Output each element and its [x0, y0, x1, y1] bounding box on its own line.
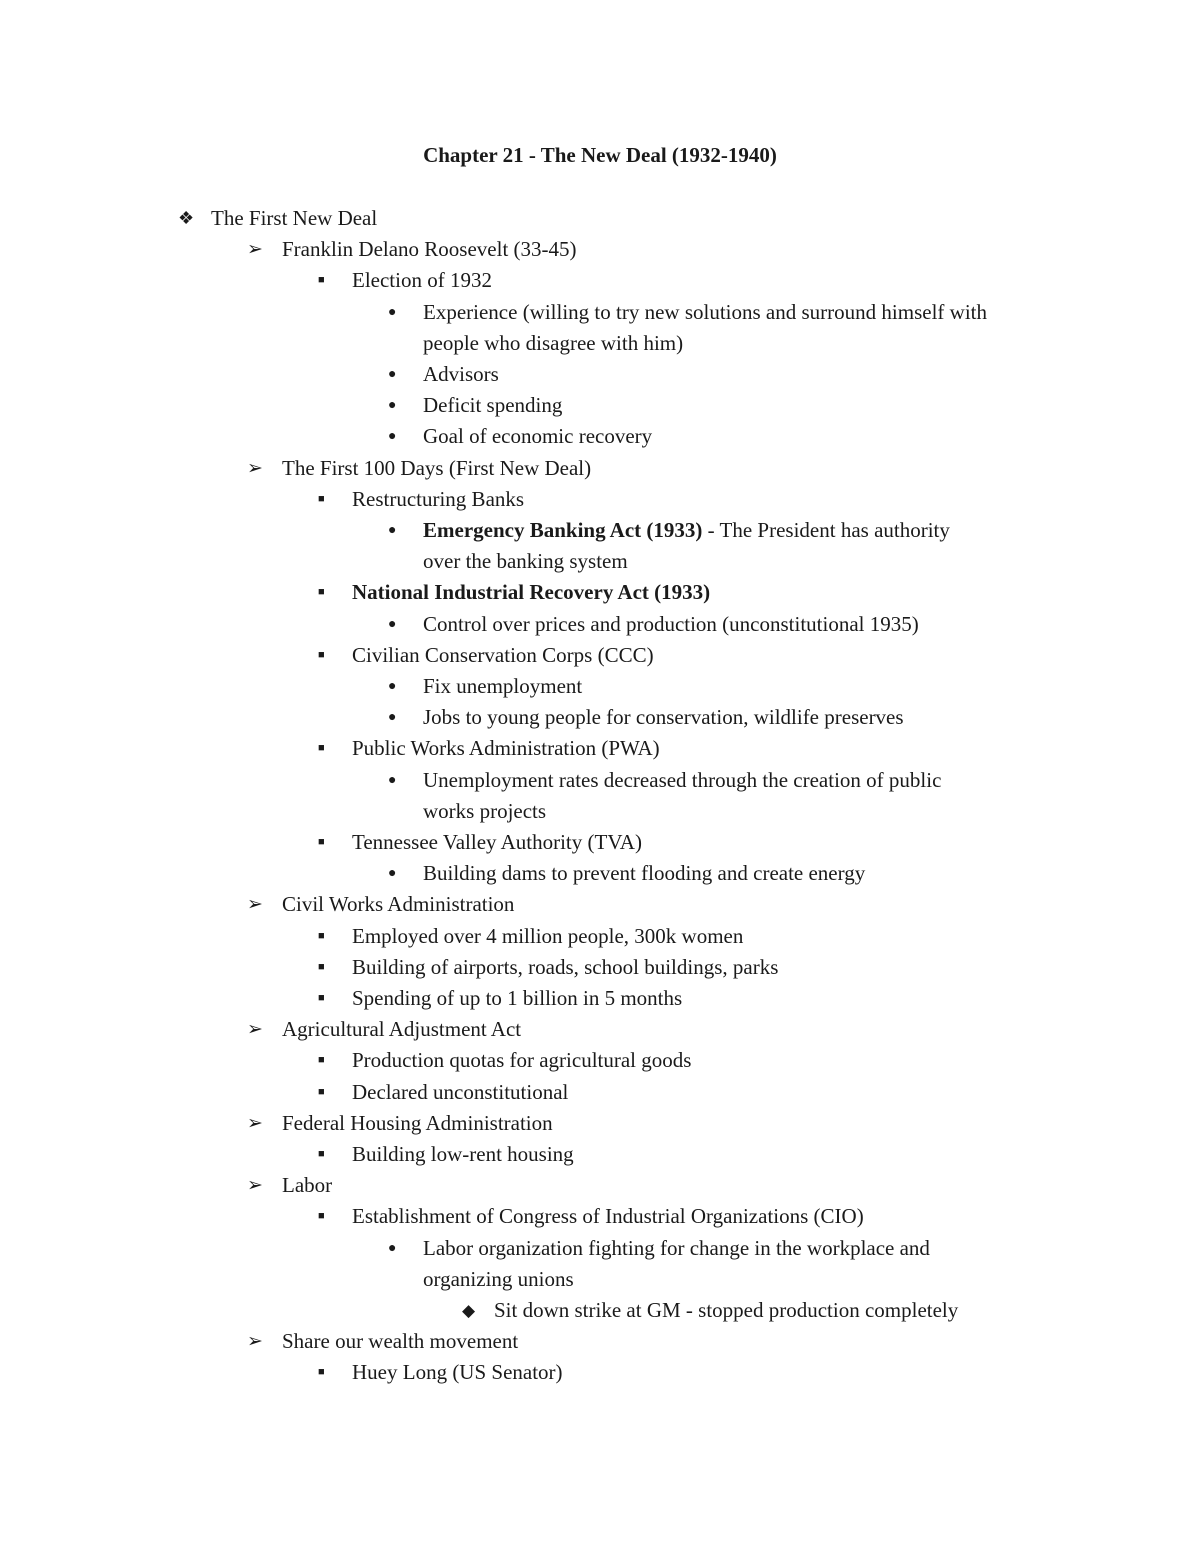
outline-text: Federal Housing Administration: [282, 1110, 553, 1135]
outline-item-level-4: [423, 546, 628, 577]
bullet-icon: ❖: [178, 208, 195, 228]
outline-item-level-3: [352, 640, 654, 671]
outline-item-level-3: [352, 733, 660, 764]
outline-text: Tennessee Valley Authority (TVA): [352, 830, 642, 854]
bullet-icon: ●: [388, 304, 397, 320]
outline-text: - The President has authority: [702, 518, 950, 542]
outline-text: The First 100 Days (First New Deal): [282, 455, 592, 480]
outline-item-level-1: [211, 203, 377, 234]
outline-item-level-4: [423, 297, 987, 328]
bullet-icon: ●: [388, 679, 397, 694]
outline-text: Building dams to prevent flooding and create energy: [423, 861, 866, 886]
page-title: Chapter 21 - The New Deal (1932-1940): [423, 143, 777, 167]
outline-text: Share our wealth movement: [282, 1329, 519, 1354]
outline-item-level-5: [494, 1295, 958, 1326]
outline-item-level-3: [352, 577, 710, 608]
bullet-icon: ●: [388, 523, 397, 538]
outline-item-level-3: [352, 983, 682, 1014]
outline-text: Civilian Conservation Corps (CCC): [352, 642, 654, 667]
outline-item-level-3: [352, 1045, 691, 1076]
outline-text: Building low-rent housing: [352, 1142, 574, 1166]
outline-item-level-4: [423, 609, 919, 640]
outline-text: Goal of economic recovery: [423, 424, 653, 449]
outline-text: Franklin Delano Roosevelt (33-45): [282, 237, 577, 262]
bullet-icon: ■: [318, 274, 325, 287]
outline-item-level-2: [282, 1108, 553, 1139]
outline-item-level-3: [352, 921, 743, 952]
outline-text: Building of airports, roads, school buildings, parks: [352, 954, 779, 979]
bullet-icon: ●: [388, 616, 397, 632]
bold-term: Emergency Banking Act (1933): [423, 518, 703, 542]
outline-text: Production quotas for agricultural goods: [352, 1048, 692, 1073]
bullet-icon: ■: [318, 1054, 325, 1067]
bullet-icon: ■: [318, 960, 325, 973]
outline-text: Control over prices and production (unconstitutional 1935): [423, 611, 919, 636]
outline-item-level-4: [423, 390, 562, 421]
bullet-icon: ➢: [247, 894, 263, 916]
outline-text: Sit down strike at GM - stopped production completely: [494, 1298, 959, 1322]
outline-item-level-3: [352, 1077, 568, 1108]
outline-item-level-4: [423, 328, 683, 359]
outline-item-level-3: [352, 827, 642, 858]
outline-text: works projects: [423, 798, 547, 823]
bullet-icon: ■: [318, 742, 325, 755]
bullet-icon: ◆: [462, 1301, 476, 1320]
outline-text: Election of 1932: [352, 268, 492, 293]
outline-text: Deficit spending: [423, 393, 563, 418]
outline-text: Restructuring Banks: [352, 486, 525, 511]
outline-text: Huey Long (US Senator): [352, 1360, 563, 1385]
outline-text: Fix unemployment: [423, 674, 583, 698]
bullet-icon: ■: [318, 929, 325, 942]
bullet-icon: ➢: [247, 457, 263, 479]
outline-item-level-4: [423, 359, 499, 390]
outline-text: Experience (willing to try new solutions and surround himself with: [423, 299, 987, 324]
bullet-icon: ●: [388, 367, 397, 382]
outline-text: Advisors: [423, 362, 499, 386]
outline-text: Declared unconstitutional: [352, 1079, 569, 1104]
outline-text: Labor: [282, 1173, 333, 1198]
bullet-icon: ■: [318, 586, 325, 599]
outline-item-level-2: [282, 1170, 332, 1201]
outline-text: Jobs to young people for conservation, wildlife preserves: [423, 705, 904, 730]
bullet-icon: ●: [388, 866, 397, 882]
outline-text: people who disagree with him): [423, 330, 684, 355]
outline-item-level-4: [423, 702, 904, 733]
outline-item-level-2: [282, 234, 577, 265]
bullet-icon: ■: [318, 1085, 325, 1098]
outline-text: Agricultural Adjustment Act: [282, 1017, 522, 1042]
outline-item-level-3: [352, 1139, 574, 1170]
bullet-icon: ■: [318, 648, 325, 661]
outline-item-level-4: [423, 858, 865, 889]
outline-item-level-4: [423, 421, 652, 452]
bullet-icon: ➢: [247, 1331, 263, 1353]
bullet-icon: ■: [318, 1210, 325, 1223]
outline-item-level-2: [282, 1326, 518, 1357]
outline-item-level-3: [352, 1201, 864, 1232]
outline-item-level-4: [423, 1233, 930, 1264]
outline-item-level-2: [282, 453, 591, 484]
bold-term: National Industrial Recovery Act (1933): [352, 580, 711, 605]
bullet-icon: ➢: [247, 1112, 263, 1134]
outline-item-level-4: [423, 1264, 574, 1295]
bullet-icon: ■: [318, 1366, 325, 1379]
bullet-icon: ●: [388, 1240, 397, 1256]
bullet-icon: ●: [388, 772, 397, 788]
bullet-icon: ➢: [247, 1175, 263, 1197]
bullet-icon: ■: [318, 1148, 325, 1160]
outline-text: Public Works Administration (PWA): [352, 736, 660, 761]
outline-item-level-2: [282, 1014, 521, 1045]
outline-text: The First New Deal: [211, 206, 378, 230]
outline-item-level-3: [352, 1357, 563, 1388]
outline-item-level-4: [423, 765, 941, 796]
outline-text: Spending of up to 1 billion in 5 months: [352, 986, 683, 1010]
bullet-icon: ■: [318, 836, 325, 848]
bullet-icon: ➢: [247, 1019, 263, 1041]
outline-item-level-3: [352, 952, 778, 983]
outline-item-level-2: [282, 889, 514, 920]
outline-text: Employed over 4 million people, 300k women: [352, 923, 744, 948]
outline-text: Labor organization fighting for change in the workplace and: [423, 1235, 930, 1260]
bullet-icon: ■: [318, 992, 325, 1004]
outline-item-level-3: [352, 484, 524, 515]
outline-text: Civil Works Administration: [282, 892, 515, 917]
outline-item-level-4: [423, 515, 950, 546]
outline-text: over the banking system: [423, 549, 628, 574]
outline-item-level-4: [423, 796, 546, 827]
bullet-icon: ●: [388, 710, 397, 726]
bullet-icon: ●: [388, 429, 397, 445]
outline-text: Establishment of Congress of Industrial Organizations (CIO): [352, 1204, 864, 1229]
bullet-icon: ●: [388, 398, 397, 414]
outline-item-level-4: [423, 671, 582, 702]
outline-text: Unemployment rates decreased through the creation of public: [423, 767, 942, 792]
outline-item-level-3: [352, 265, 492, 296]
bullet-icon: ■: [318, 492, 325, 505]
outline-text: organizing unions: [423, 1266, 574, 1291]
bullet-icon: ➢: [247, 239, 263, 261]
